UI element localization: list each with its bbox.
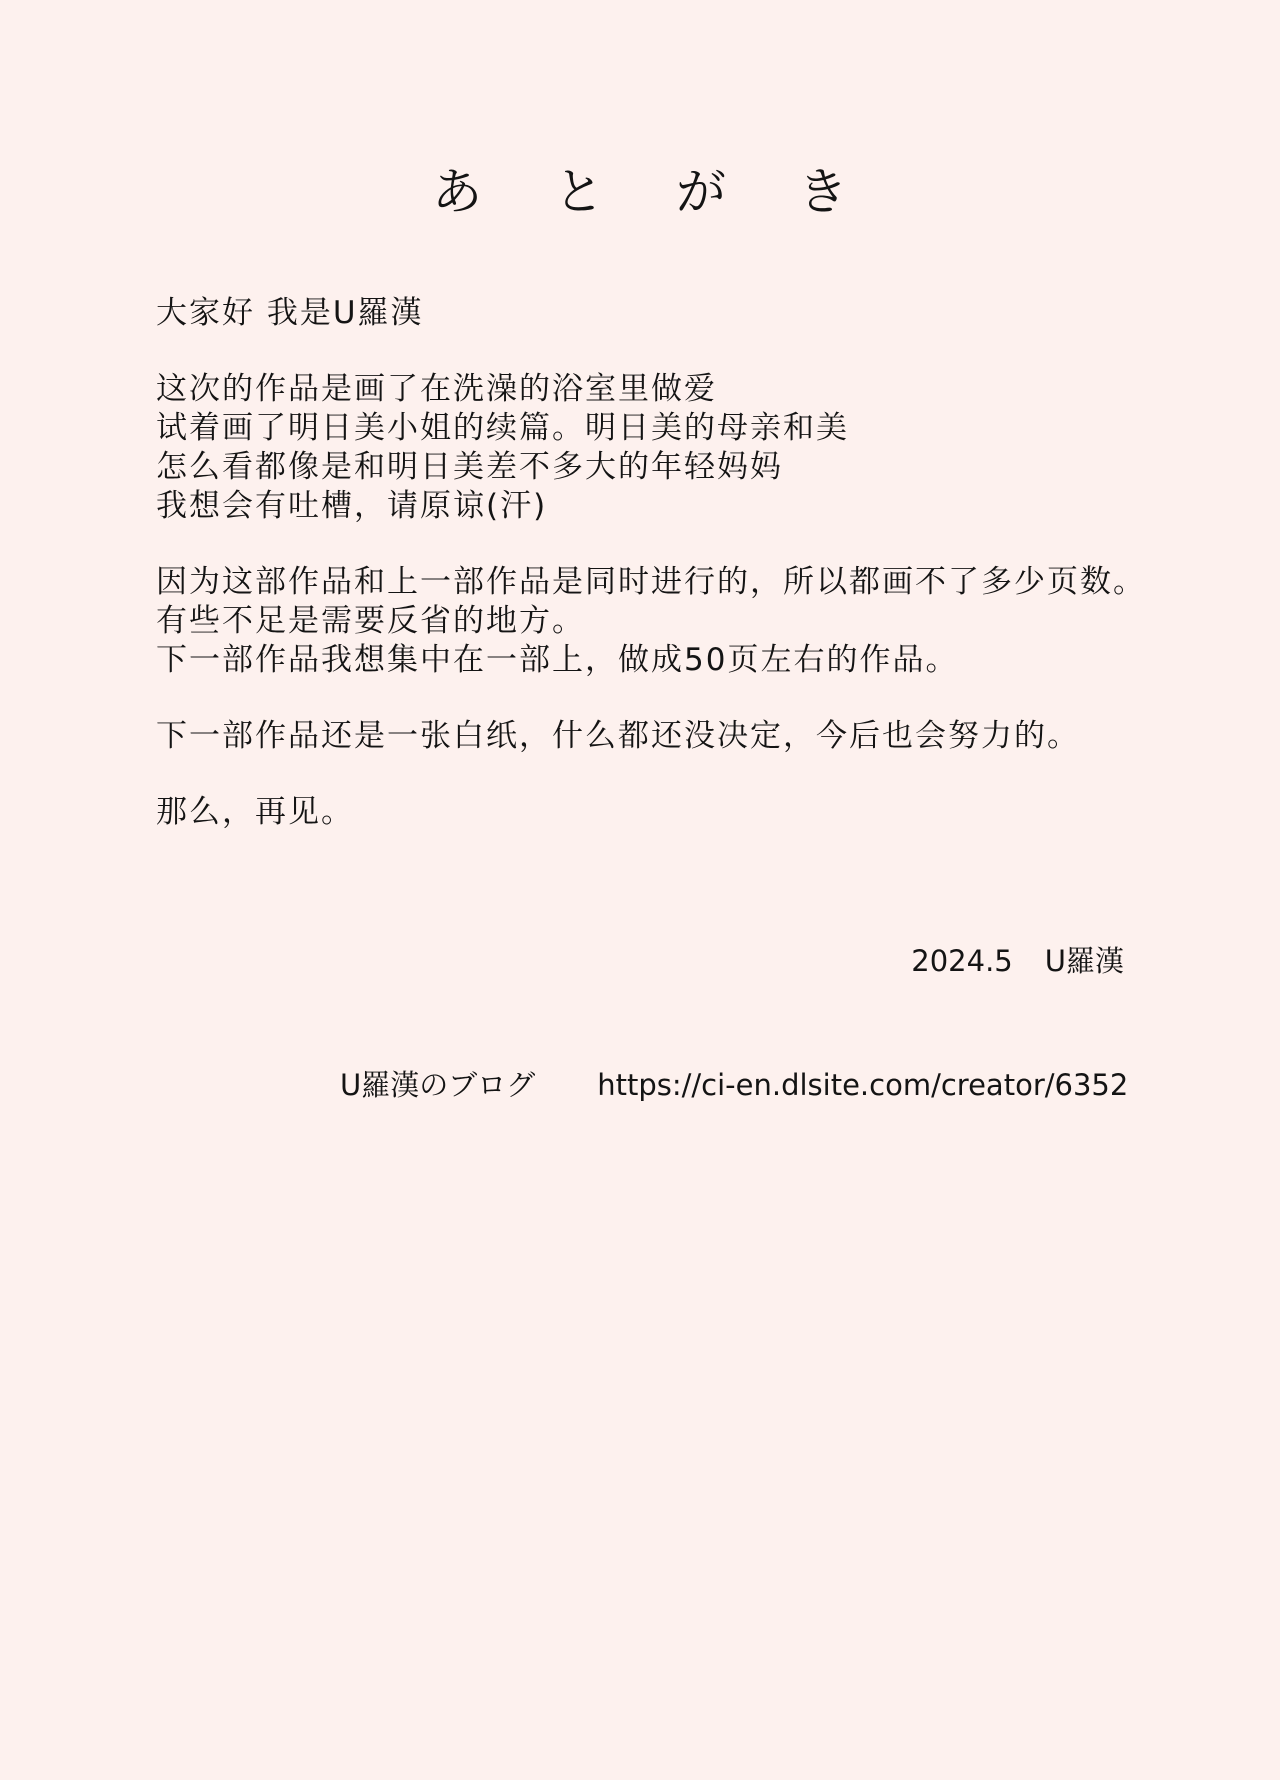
signature-date: 2024.5 [911,944,1013,978]
text-line: 大家好 我是U羅漢 [156,295,424,331]
text-line: 我想会有吐槽，请原谅(汗) [156,488,548,524]
afterword-body [156,294,1266,869]
blog-line [340,1066,1128,1104]
text-line: 有些不足是需要反省的地方。 [156,603,585,639]
paragraph-production-notes [156,563,1266,680]
text-line: 这次的作品是画了在洗澡的浴室里做爱 [156,371,717,407]
blog-label: U羅漢のブログ [340,1068,536,1102]
blog-url: https://ci-en.dlsite.com/creator/6352 [597,1068,1129,1102]
paragraph-work-description [156,370,1266,526]
text-line: 试着画了明日美小姐的续篇。明日美的母亲和美 [156,410,849,446]
text-line: 下一部作品还是一张白纸，什么都还没决定，今后也会努力的。 [156,718,1080,754]
text-line: 因为这部作品和上一部作品是同时进行的，所以都画不了多少页数。 [156,564,1146,600]
signature [0,942,1124,980]
page-title: あ と が き [432,163,876,221]
paragraph-next-work [156,717,1266,756]
text-line: 怎么看都像是和明日美差不多大的年轻妈妈 [156,449,783,485]
paragraph-farewell [156,793,1266,832]
text-line: 那么，再见。 [156,794,354,830]
signature-author: U羅漢 [1044,944,1124,978]
paragraph-greeting [156,294,1266,333]
text-line: 下一部作品我想集中在一部上，做成50页左右的作品。 [156,642,959,678]
